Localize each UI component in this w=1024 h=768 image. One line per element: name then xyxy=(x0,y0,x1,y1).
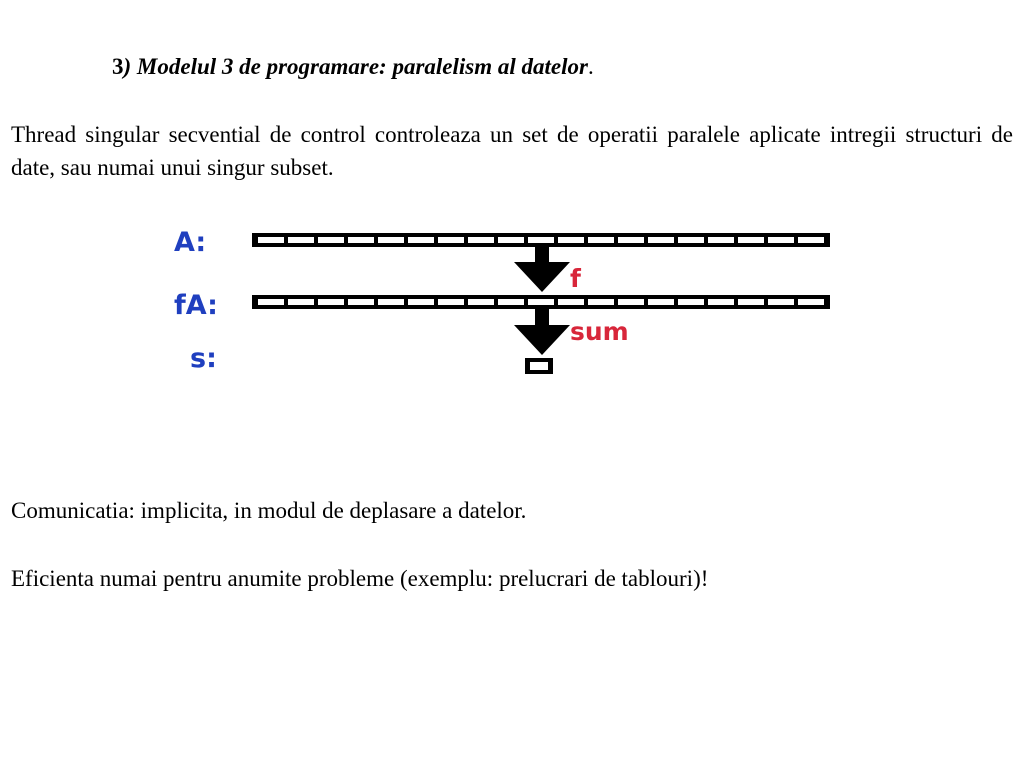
array-fa-cell xyxy=(618,299,644,305)
array-a-cell xyxy=(558,237,584,243)
array-a-cell xyxy=(378,237,404,243)
array-fa-cell xyxy=(348,299,374,305)
array-fa xyxy=(252,295,830,309)
array-a-cell xyxy=(528,237,554,243)
slide-title xyxy=(112,52,594,82)
efficiency-text: Eficienta numai pentru anumite probleme (exemplu: prelucrari de tablouri)! xyxy=(11,566,709,591)
array-a-cell xyxy=(318,237,344,243)
array-fa-cell xyxy=(318,299,344,305)
array-a-cell xyxy=(288,237,314,243)
arrow-sum-icon xyxy=(514,309,570,355)
array-a-cell xyxy=(618,237,644,243)
array-fa-cell xyxy=(288,299,314,305)
array-fa-cell xyxy=(468,299,494,305)
title-text: ) Modelul 3 de programare: paralelism al datelor xyxy=(123,54,588,79)
array-a-cell xyxy=(708,237,734,243)
intro-paragraph: Thread singular secvential de control controleaza un set de operatii paralele aplicate intregii structuri de date, sau numai unui singur subset. xyxy=(11,122,1013,180)
array-a-cell xyxy=(738,237,764,243)
result-cell-s xyxy=(525,358,553,374)
arrow-f-icon xyxy=(514,247,570,292)
array-fa-cell xyxy=(738,299,764,305)
array-fa-cell xyxy=(678,299,704,305)
title-period: . xyxy=(587,54,594,79)
array-fa-cell xyxy=(528,299,554,305)
array-fa-cell xyxy=(438,299,464,305)
array-fa-cell xyxy=(648,299,674,305)
operation-sum: sum xyxy=(570,317,629,346)
communication-text: Comunicatia: implicita, in modul de deplasare a datelor. xyxy=(11,498,527,523)
operation-f: f xyxy=(570,264,581,293)
array-fa-cell xyxy=(798,299,824,305)
array-a-cell xyxy=(498,237,524,243)
array-a-cell xyxy=(348,237,374,243)
array-a xyxy=(252,233,830,247)
array-fa-cell xyxy=(708,299,734,305)
array-a-cell xyxy=(588,237,614,243)
array-fa-cell xyxy=(558,299,584,305)
array-a-cell xyxy=(648,237,674,243)
array-fa-cell xyxy=(378,299,404,305)
array-fa-cell xyxy=(408,299,434,305)
data-parallel-diagram xyxy=(160,215,850,385)
label-fa: fA: xyxy=(174,290,218,321)
array-a-cell xyxy=(798,237,824,243)
array-fa-cell xyxy=(588,299,614,305)
label-a: A: xyxy=(174,227,207,258)
array-fa-cell xyxy=(498,299,524,305)
array-a-cell xyxy=(468,237,494,243)
array-a-cell xyxy=(258,237,284,243)
array-a-cell xyxy=(768,237,794,243)
label-s: s: xyxy=(190,343,217,374)
array-a-cell xyxy=(408,237,434,243)
array-a-cell xyxy=(438,237,464,243)
title-number: 3 xyxy=(112,54,124,79)
array-fa-cell xyxy=(768,299,794,305)
array-a-cell xyxy=(678,237,704,243)
array-fa-cell xyxy=(258,299,284,305)
diagram-svg xyxy=(160,215,850,385)
